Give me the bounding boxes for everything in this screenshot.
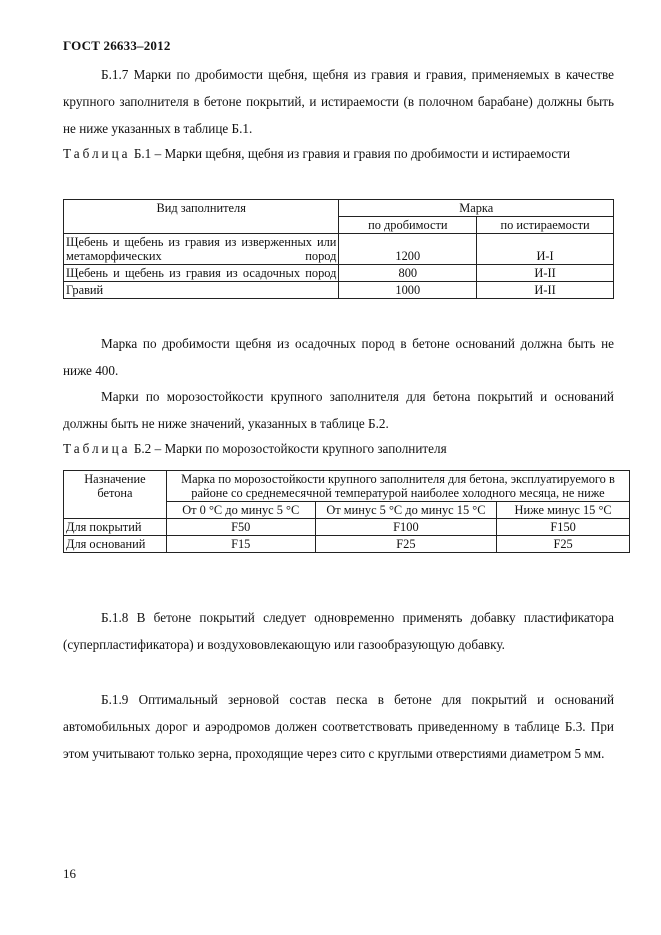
page-number: 16 — [63, 866, 76, 881]
table-1-cell-crushing: 1200 — [339, 234, 477, 265]
table-2-cell-t3: F150 — [497, 519, 630, 536]
table-2-cell-t3: F25 — [497, 536, 630, 553]
table-2-cell-t2: F25 — [315, 536, 497, 553]
table-2-col-group: Марка по морозостойкости крупного заполнителя для бетона, эксплуатируемого в районе со среднемесячной температурой наиболее холодного месяца, не ниже — [166, 471, 629, 502]
table-1-col-crushing: по дробимости — [339, 217, 477, 234]
table-1-cell-material: Щебень и щебень из гравия из осадочных пород — [64, 265, 339, 282]
table-1-col-material: Вид заполнителя — [64, 200, 339, 234]
table-1-cell-abrasion: И-II — [477, 282, 614, 299]
table-2-col-t2: От минус 5 °С до минус 15 °С — [315, 502, 497, 519]
table-1-cell-abrasion: И-II — [477, 265, 614, 282]
table-1-col-abrasion: по истираемости — [477, 217, 614, 234]
paragraph-crushing-note-text: Марка по дробимости щебня из осадочных пород в бетоне оснований должна быть не ниже 400. — [63, 336, 614, 378]
table-1-caption — [63, 146, 614, 162]
paragraph-b-1-7-text: Б.1.7 Марки по дробимости щебня, щебня из гравия и гравия, применяемых в качестве крупного заполнителя в бетоне покрытий, и истираемости (в полочном барабане) должны быть не ниже указанных в таблице Б.1. — [63, 67, 614, 136]
table-1-cell-abrasion: И-I — [477, 234, 614, 265]
table-1 — [63, 199, 614, 299]
table-2 — [63, 470, 630, 553]
paragraph-crushing-note — [63, 330, 614, 384]
table-2-cell-t1: F50 — [166, 519, 315, 536]
table-2-col-purpose: Назначение бетона — [64, 471, 167, 519]
table-1-cell-material: Гравий — [64, 282, 339, 299]
table-2-cell-purpose: Для оснований — [64, 536, 167, 553]
table-1-cell-material: Щебень и щебень из гравия из изверженных или метаморфических пород — [64, 234, 339, 265]
table-1-caption-word: Таблица — [63, 146, 131, 161]
table-1-header-row — [64, 200, 614, 217]
document-header: ГОСТ 26633–2012 — [63, 38, 171, 53]
table-row — [64, 536, 630, 553]
table-2-caption-text: Б.2 – Марки по морозостойкости крупного заполнителя — [130, 441, 447, 456]
table-2-caption-word: Таблица — [63, 441, 131, 456]
paragraph-frost-note — [63, 383, 614, 437]
paragraph-frost-note-text: Марки по морозостойкости крупного заполнителя для бетона покрытий и оснований должны быть не ниже значений, указанных в таблице Б.2. — [63, 389, 614, 431]
table-2-col-t3: Ниже минус 15 °С — [497, 502, 630, 519]
table-row — [64, 265, 614, 282]
table-2-cell-t1: F15 — [166, 536, 315, 553]
table-2-cell-t2: F100 — [315, 519, 497, 536]
table-row — [64, 234, 614, 265]
paragraph-b-1-9 — [63, 686, 614, 767]
table-1-cell-crushing: 800 — [339, 265, 477, 282]
table-2-caption — [63, 441, 614, 457]
paragraph-b-1-8 — [63, 604, 614, 658]
table-2-col-t1: От 0 °С до минус 5 °С — [166, 502, 315, 519]
table-1-caption-text: Б.1 – Марки щебня, щебня из гравия и гравия по дробимости и истираемости — [130, 146, 571, 161]
table-1-cell-crushing: 1000 — [339, 282, 477, 299]
table-2-header-row — [64, 471, 630, 502]
paragraph-b-1-8-text: Б.1.8 В бетоне покрытий следует одновременно применять добавку пластификатора (суперпластификатора) и воздухововлекающую или газообразующую добавку. — [63, 610, 614, 652]
table-row — [64, 519, 630, 536]
paragraph-b-1-7 — [63, 61, 614, 142]
table-1-col-grade: Марка — [339, 200, 614, 217]
table-2-cell-purpose: Для покрытий — [64, 519, 167, 536]
table-row — [64, 282, 614, 299]
paragraph-b-1-9-text: Б.1.9 Оптимальный зерновой состав песка в бетоне для покрытий и оснований автомобильных дорог и аэродромов должен соответствовать приведенному в таблице Б.3. При этом учитывают только зерна, проходящие через сито с круглыми отверстиями диаметром 5 мм. — [63, 692, 614, 761]
